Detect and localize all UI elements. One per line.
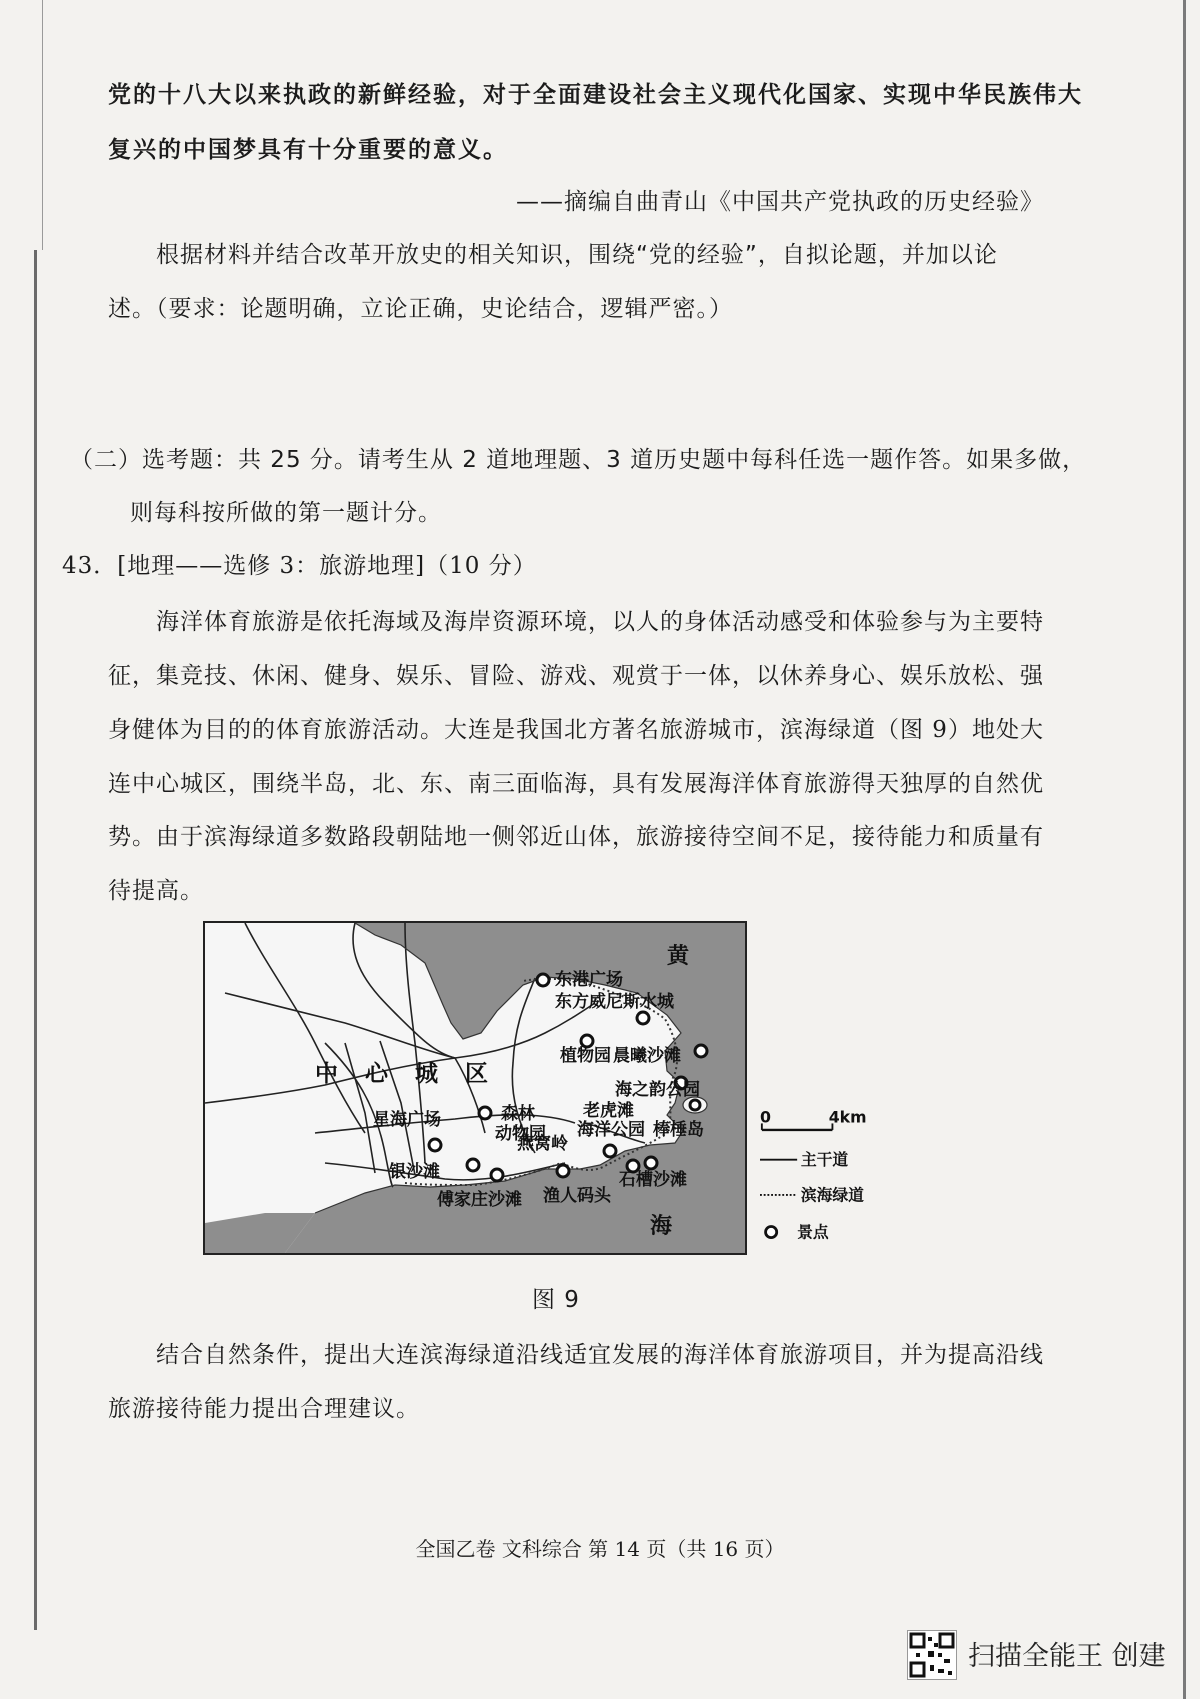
spot-bangchui <box>690 1100 700 1110</box>
label-venice: 东方威尼斯水城 <box>555 992 674 1012</box>
label-yinsha: 银沙滩 <box>389 1162 440 1182</box>
section-elective-line-1: （二）选考题：共 25 分。请考生从 2 道地理题、3 道历史题中每科任选一题作答。如果多做， <box>70 447 1087 473</box>
section-elective-line-2: 则每科按所做的第一题计分。 <box>130 500 442 526</box>
label-bangchui: 棒棰岛 <box>653 1120 704 1140</box>
scale-zero: 0 <box>760 1107 771 1127</box>
spot-xinghai <box>429 1139 441 1151</box>
question-line-1: 根据材料并结合改革开放史的相关知识，围绕“党的经验”，自拟论题，并加以论 <box>156 242 998 268</box>
qr-code-icon <box>907 1630 957 1680</box>
spot-yinsha <box>467 1159 479 1171</box>
spot-haiyang <box>604 1145 616 1157</box>
spot-laohutan <box>645 1157 657 1169</box>
passage-line-1: 海洋体育旅游是依托海域及海岸资源环境，以人的身体活动感受和体验参与为主要特 <box>156 609 1044 635</box>
figure-9-map <box>203 921 747 1255</box>
scan-edge-left <box>34 250 37 1630</box>
spot-forest <box>479 1107 491 1119</box>
label-fujiazhuang: 傅家庄沙滩 <box>437 1190 522 1210</box>
question-43-title: 43．[地理——选修 3：旅游地理]（10 分） <box>62 553 537 579</box>
legend-greenway: 滨海绿道 <box>800 1185 864 1205</box>
map-legend <box>760 1106 890 1256</box>
spot-yanwo <box>557 1165 569 1177</box>
passage-line-4: 连中心城区，围绕半岛，北、东、南三面临海，具有发展海洋体育旅游得天独厚的自然优 <box>108 771 1044 797</box>
spot-donggang <box>537 974 549 986</box>
district-char-2: 心 <box>365 1061 388 1087</box>
scan-edge-right <box>1183 0 1186 1699</box>
passage-line-5: 势。由于滨海绿道多数路段朝陆地一侧邻近山体，旅游接待空间不足，接待能力和质量有 <box>108 824 1044 850</box>
label-haizhiyun: 海之韵公园 <box>615 1080 700 1100</box>
passage-line-3: 身健体为目的的体育旅游活动。大连是我国北方著名旅游城市，滨海绿道（图 9）地处大 <box>108 717 1044 743</box>
scan-edge-left-top <box>42 0 43 250</box>
material-source: ——摘编自曲青山《中国共产党执政的历史经验》 <box>516 189 1044 215</box>
label-xinghai: 星海广场 <box>373 1110 441 1130</box>
task-line-2: 旅游接待能力提出合理建议。 <box>108 1396 420 1422</box>
spot-chenxi <box>695 1045 707 1057</box>
label-yuren: 渔人码头 <box>543 1186 611 1206</box>
scale-dist: 4km <box>828 1107 867 1127</box>
label-forest-2: 动物园 <box>495 1124 546 1144</box>
label-yanwo: 燕窝岭 <box>517 1134 568 1154</box>
material-line-1: 党的十八大以来执政的新鲜经验，对于全面建设社会主义现代化国家、实现中华民族伟大 <box>108 81 1083 108</box>
passage-line-6: 待提高。 <box>108 878 204 904</box>
legend-spot: 景点 <box>797 1222 829 1242</box>
label-laohutan: 老虎滩 <box>583 1101 634 1121</box>
spot-fujiazhuang <box>491 1169 503 1181</box>
district-char-4: 区 <box>465 1061 488 1087</box>
label-donggang: 东港广场 <box>555 970 623 990</box>
legend-spot-icon <box>766 1227 777 1238</box>
legend-road: 主干道 <box>800 1150 849 1170</box>
label-shicao: 石槽沙滩 <box>619 1170 687 1190</box>
material-line-2: 复兴的中国梦具有十分重要的意义。 <box>108 136 508 163</box>
sea-label-top: 黄 <box>667 944 690 969</box>
label-botanic: 植物园 <box>560 1046 611 1066</box>
district-char-3: 城 <box>415 1061 438 1087</box>
scanner-brand: 扫描全能王 创建 <box>968 1641 1166 1672</box>
figure-caption: 图 9 <box>532 1287 580 1313</box>
map-drawing <box>205 923 745 1253</box>
page-footer: 全国乙卷 文科综合 第 14 页（共 16 页） <box>415 1537 785 1561</box>
label-haiyang: 海洋公园 <box>577 1120 645 1140</box>
spot-venice <box>637 1012 649 1024</box>
passage-line-2: 征，集竞技、休闲、健身、娱乐、冒险、游戏、观赏于一体，以休养身心、娱乐放松、强 <box>108 663 1044 689</box>
label-forest-1: 森林 <box>501 1104 535 1124</box>
district-char-1: 中 <box>315 1061 338 1087</box>
label-chenxi: 晨曦沙滩 <box>613 1046 681 1066</box>
sea-label-bottom: 海 <box>650 1214 673 1239</box>
question-line-2: 述。（要求：论题明确，立论正确，史论结合，逻辑严密。） <box>108 296 733 322</box>
task-line-1: 结合自然条件，提出大连滨海绿道沿线适宜发展的海洋体育旅游项目，并为提高沿线 <box>156 1342 1044 1368</box>
